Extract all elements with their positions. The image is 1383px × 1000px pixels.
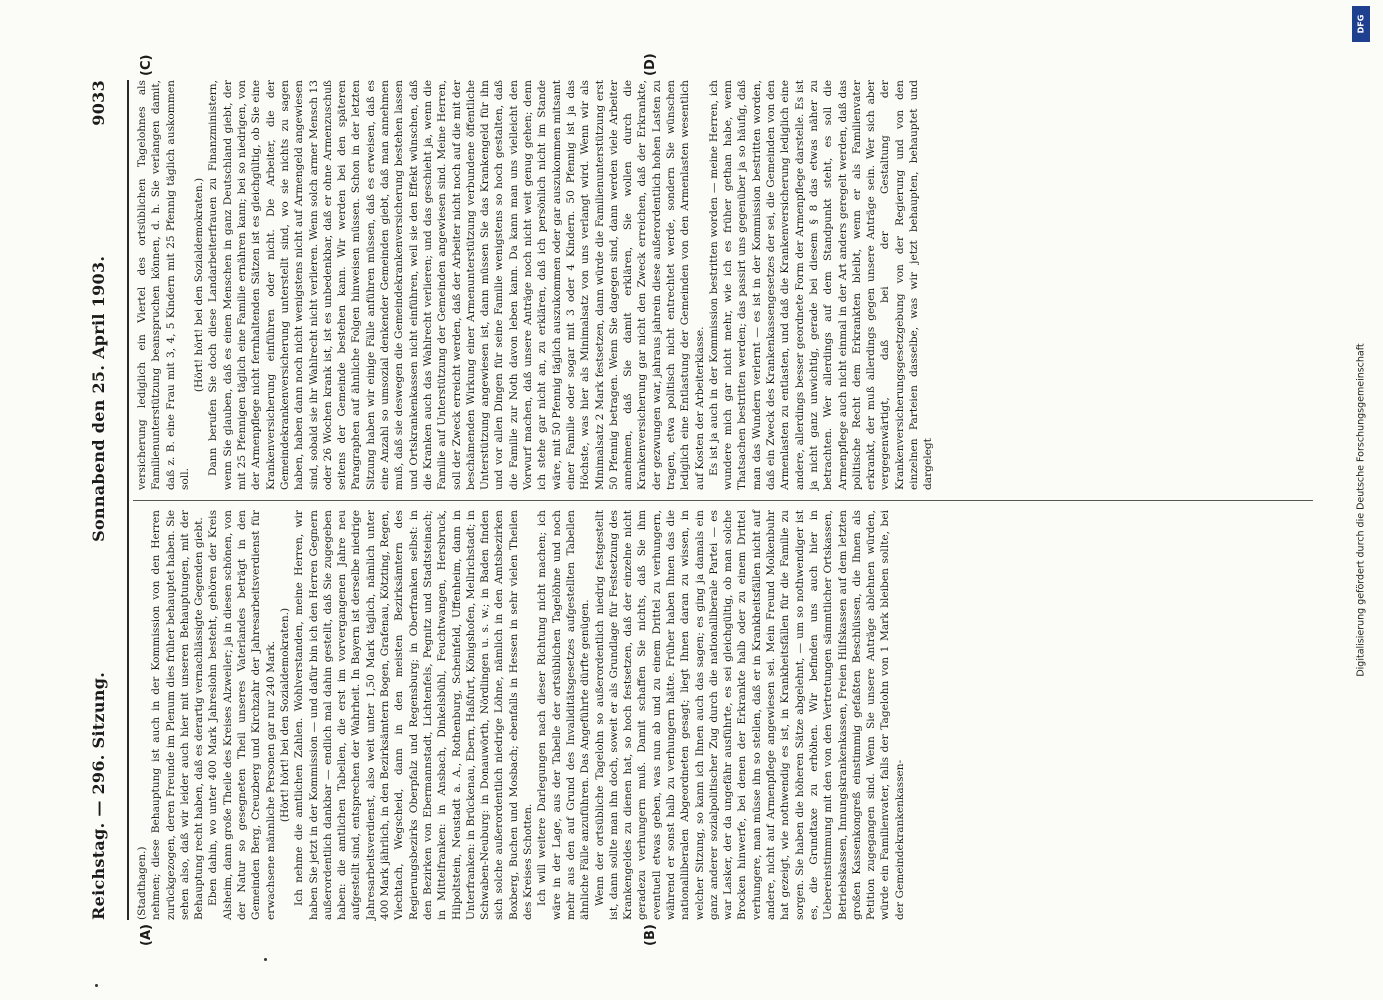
scan-speck — [95, 984, 98, 987]
page-header — [89, 80, 123, 920]
right-column — [135, 80, 936, 490]
margin-marker-d: (D) — [643, 53, 658, 76]
paragraph: Eben dahin, wo unter 400 Mark Jahreslohn besteht, gehören der Kreis Alsheim, dann große Theile des Kreises Alzweiler; ja in diesen schönen, von der Natur so gesegneten Theil unseres Vaterlandes beträgt in den Gemeinden Berg, Creuzberg und Kirchzahr der Jahresarbeitsverdienst für erwachsene männliche Personen gar nur 240 Mark. — [207, 510, 277, 920]
page-number: 9033 — [89, 80, 108, 126]
digitization-credit: Digitalisierung gefördert durch die Deutsche Forschungsgemeinschaft — [1355, 343, 1367, 677]
margin-marker-a: (A) — [139, 924, 154, 946]
margin-marker-c: (C) — [139, 54, 154, 76]
header-left: Reichstag. — 296. Sitzung. — [89, 671, 108, 920]
scan-speck — [264, 958, 267, 961]
margin-marker-b: (B) — [643, 924, 658, 946]
paragraph: nehmen; diese Behauptung ist auch in der Kommission von den Herren zurückgezogen, deren Freunde im Plenum dies früher behauptet haben. Sie sehen also, daß wir leider auch hier mit unseren Behauptungen, mit der Behauptung recht haben, daß es derartig vernachlässigte Gegenden giebt. — [150, 510, 206, 920]
column-divider — [133, 500, 1313, 501]
header-rule — [127, 80, 129, 920]
left-column — [135, 510, 907, 920]
paragraph: Es ist ja auch in der Kommission bestritten worden — meine Herren, ich wundere mich gar nicht mehr, wie ich es früher gethan habe, wenn Thatsachen bestritten werden; das passirt uns gegenüber ja so häufig, daß man das Wundern verlernt — es ist in der Kommission bestritten worden, daß ein Zweck des Krankenkassengesetzes der sei, die Gemeinden von den Armenlasten zu entlasten, und daß die Krankenversicherung lediglich eine andere, allerdings besser geordnete Form der Armenpflege darstelle. Es ist ja nicht ganz unwichtig, gerade bei diesem § 8 das etwas näher zu betrachten. Wer allerdings auf dem Standpunkt steht, es soll die Armenpflege auch nicht einmal in der Art anders geregelt werden, daß das politische Recht dem Erkrankten bleibt, wenn er als Familienvater erkrankt, der muß allerdings gegen unsere Anträge sein. Wer sich aber vergegenwärtigt, daß bei der Gestaltung der Krankenversicherungsgesetzgebung von der Regierung und von den einzelnen Parteien dasselbe, was wir jetzt behaupten, behauptet und dargelegt — [707, 80, 935, 490]
paragraph: Ich will weitere Darlegungen nach dieser Richtung nicht machen; ich wäre in der Lage, aus der Tabelle der ortsüblichen Tagelöhne und noch mehr aus den auf Grund des Invaliditätsgesetzes aufgestellten Tabellen ähnliche Fälle anzuführen. Das Angeführte dürfte genügen. — [536, 510, 592, 920]
paragraph: versicherung lediglich ein Viertel des ortsüblichen Tagelohnes als Familienunterstützung beanspruchen können, d. h. Sie verlangen damit, daß z. B. eine Frau mit 3, 4, 5 Kindern mit 25 Pfennig täglich auskommen soll. — [136, 80, 191, 490]
dfg-logo — [1352, 6, 1370, 42]
paragraph: Ich nehme die amtlichen Zahlen. Wohlverstanden, meine Herren, wir haben Sie jetzt in der Kommission — und dafür bin ich den Herren Gegnern außerordentlich dankbar — endlich mal dahin gestellt, daß Sie zugegeben haben: die amtlichen Tabellen, die erst im vorvergangenen Jahre neu aufgestellt sind, entsprechen der Wahrheit. In Bayern ist derselbe niedrige Jahresarbeitsverdienst, also weit unter 1,50 Mark täglich, nämlich unter 400 Mark jährlich, in den Bezirksämtern Bogen, Grafenau, Kötzting, Regen, Viechtach, Wegscheid, dann in den meisten Bezirksämtern des Regierungsbezirks Oberpfalz und Regensburg; in Oberfranken selbst: in den Bezirken von Ebermannstadt, Lichtenfels, Pegnitz und Stadtsteinach; in Mittelfranken: in Ansbach, Dinkelsbühl, Feuchtwangen, Hersbruck, Hilpoltstein, Neustadt a. A., Rothenburg, Scheinfeld, Uffenheim, dann in Unterfranken: in Brückenau, Ebern, Haßfurt, Königshofen, Mellrichstadt; in Schwaben-Neuburg: in Donauwörth, Nördlingen u. s. w.; in Baden finden sich solche außerordentlich niedrige Löhne, nämlich in den Amtsbezirken Boxberg, Buchen und Mosbach; ebenfalls in Hessen in sehr vielen Theilen des Kreises Schotten. — [293, 509, 535, 920]
paragraph: Dann berufen Sie doch diese Landarbeiterfrauen zu Finanzministern, wenn Sie glauben, daß es einen Menschen in ganz Deutschland giebt, der mit 25 Pfennigen täglich eine Familie ernähren kann; bei so niedrigen, von der Armenpflege nicht fernhaltenden Sätzen ist es gleichgültig, ob Sie eine Krankenversicherung einführen oder nicht. Die Arbeiter, die der Gemeindekrankenversicherung unterstellt sind, wo sie nichts zu sagen haben, haben dann noch nicht wenigstens nicht auf Armengeld angewiesen sind, sobald sie ihr Wahlrecht nicht verlieren. Wenn solch armer Mensch 13 oder 26 Wochen krank ist, ist es unbedenkbar, daß er ohne Armenzuschuß seitens der Gemeinde bestehen kann. Wir werden bei den späteren Paragraphen auf ähnliche Folgen hinweisen müssen. Schon in der letzten Sitzung haben wir einige Fälle anführen müssen, daß es erweisen, daß es eine Anzahl so umsozial denkender Gemeinden giebt, daß man annehmen muß, daß sie deswegen die Gemeindekrankenversicherung bestehen lassen und Ortskrankenkassen nicht einführen, weil sie den Effekt wünschen, daß die Kranken auch das Wahlrecht verlieren; und das geschieht ja, wenn die Familie auf Unterstützung der Gemeinden angewiesen sind. Meine Herren, soll der Zweck erreicht werden, daß der Arbeiter nicht noch auf die mit der beschämenden Wirkung einer Armenunterstützung verbundene öffentliche Unterstützung angewiesen ist, dann müssen Sie das Krankengeld für ihn und vor allen Dingen für seine Familie wenigstens so hoch gestalten, daß die Familie zur Noth davon leben kann. Da kann man uns vielleicht den Vorwurf machen, daß unsere Anträge noch nicht weit genug gehen; denn ich stehe gar nicht an, zu erklären, daß ich persönlich nicht im Stande wäre, mit 50 Pfennig täglich auszukommen oder gar auszukommen mitsamt einer Familie oder sogar mit 3 oder 4 Kindern. 50 Pfennig ist ja das Höchste, was hier als Minimalsatz von uns verlangt wird. Wenn wir als Minimalsatz 2 Mark festsetzen, dann würde die Familienunterstützung erst 50 Pfennig betragen. Wenn Sie dagegen sind, dann werden viele Arbeiter annehmen, daß Sie damit erklären, Sie wollen durch die Krankenversicherung gar nicht den Zweck erreichen, daß der Erkrankte, der gezwungen war, jahraus jahrein diese außerordentlich hohen Lasten zu tragen, etwa politisch nicht entrechtet werde, sondern Sie wünschen lediglich eine Entlastung der Gemeinden von den Armenlasten wesentlich auf Kosten der Arbeiterklasse. — [207, 80, 706, 490]
dfg-logo-text: DFG — [1356, 14, 1366, 34]
interjection: (Hört! hört! bei den Sozialdemokraten.) — [278, 607, 291, 823]
paragraph: Wenn der ortsübliche Tagelohn so außerordentlich niedrig festgestellt ist, dann sollte man ihn doch, soweit er als Grundlage für Festsetzung des Krankengeldes zu dienen hat, so hoch festsetzen, daß der einzelne nicht geradezu verhungern muß. Damit schaffen Sie nichts, daß Sie ihm eventuell etwas geben, was nun ab und zu einem Drittel zu verhungern, während er sonst halb zu verhungern hätte. Früher haben Ihnen das die nationalliberalen Abgeordneten gesagt; liegt Ihnen daran zu wissen, in welcher Sitzung, so kann ich Ihnen auch das sagen; es ging ja damals ein ganz anderer sozialpolitischer Zug durch die nationalliberale Partei — es war Lasker, der da ungefähr ausführte, es sei gleichgültig, ob man solche Brocken hinwerfe, bei denen der Erkrankte halb oder zu einem Drittel verhungere, man müsse ihn so stellen, daß er in Krankheitsfällen nicht auf andere, nicht auf Armenpflege angewiesen sei. Mein Freund Molkenbuhr hat gezeigt, wie nothwendig es ist, in Krankheitsfällen für die Familie zu sorgen. Sie haben die höheren Sätze abgelehnt, — um so nothwendiger ist es, die Grundtaxe zu erhöhen. Wir befinden uns auch hier in Uebereinstimmung mit den von den Vertretungen sämmtlicher Ortskassen, Betriebskassen, Innungskrankenkassen, Freien Hilfskassen auf dem letzten großen Kassenkongreß einstimmig gefaßten Beschlüssen, die Ihnen als Petition zugegangen sind. Wenn Sie unsere Anträge ablehnen würden, würde ein Familienvater, falls der Tagelohn von 1 Mark bleiben sollte, bei der Gemeindekrankenkassen- — [593, 510, 906, 920]
header-center: Sonnabend den 25. April 1903. — [89, 255, 108, 542]
credit-sidebar — [1348, 0, 1374, 1000]
speaker-tag: (Stadthagen.) — [136, 846, 148, 920]
interjection: (Hört! hört! bei den Sozialdemokraten.) — [193, 177, 206, 393]
rotated-newspaper-page — [41, 50, 1341, 950]
